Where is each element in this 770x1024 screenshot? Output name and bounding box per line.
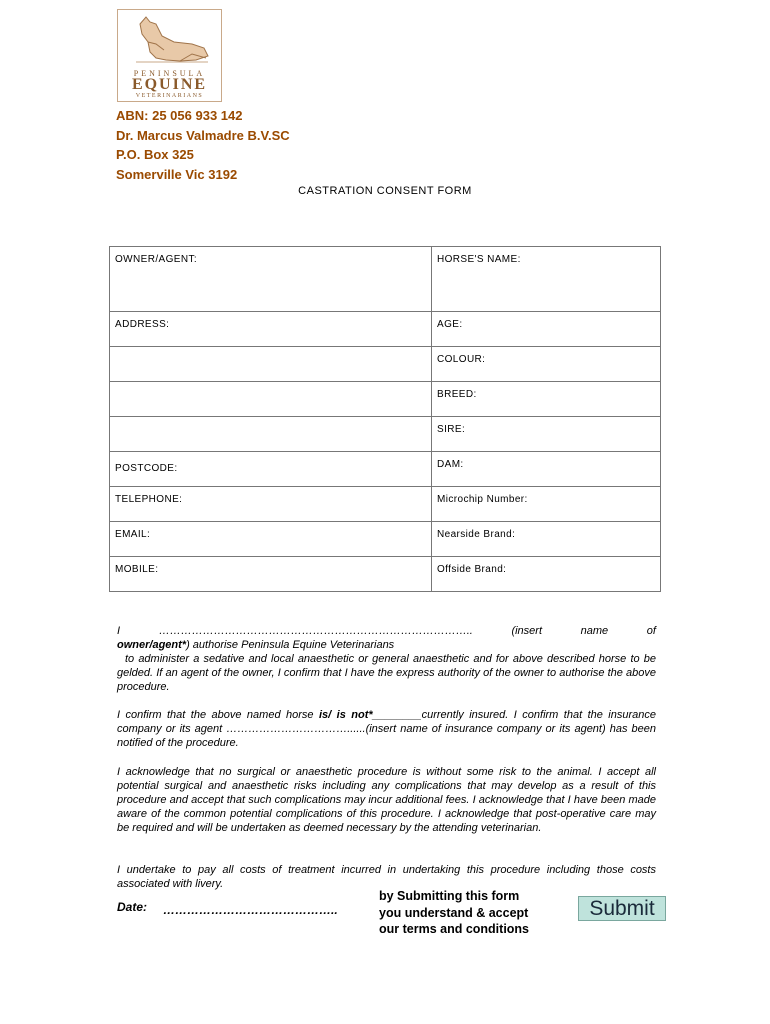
date-field[interactable]: …………………………………….. xyxy=(163,903,338,917)
mobile-field[interactable]: MOBILE: xyxy=(110,557,432,592)
po-box: P.O. Box 325 xyxy=(116,147,194,162)
address-line-3[interactable] xyxy=(110,382,432,417)
dam-field[interactable]: DAM: xyxy=(432,452,661,487)
logo-line-peninsula: PENINSULA xyxy=(133,69,206,78)
age-field[interactable]: AGE: xyxy=(432,312,661,347)
terms-notice: by Submitting this form you understand & accept our terms and conditions xyxy=(379,889,530,936)
address-line-2[interactable] xyxy=(110,347,432,382)
consent-paragraph-2: I confirm that the above named horse is/ is not*________currently insured. I confirm that the insurance company or its agent ……………………………......(insert name of insurance company or its agent) has been notified of the procedure. xyxy=(117,709,656,749)
vet-name: Dr. Marcus Valmadre B.V.SC xyxy=(116,127,290,143)
form-title: CASTRATION CONSENT FORM xyxy=(298,185,472,197)
abn: ABN: 25 056 933 142 xyxy=(116,108,243,123)
offside-brand-field[interactable]: Offside Brand: xyxy=(432,557,661,592)
horse-foal-icon xyxy=(126,14,214,69)
nearside-brand-field[interactable]: Nearside Brand: xyxy=(432,522,661,557)
suburb: Somerville Vic 3192 xyxy=(116,166,238,182)
telephone-field[interactable]: TELEPHONE: xyxy=(110,487,432,522)
consent-paragraph-1: I ………………………………………………………………………….. (insert name of owner/agent*) authorise Peninsula Equine Veterinarians to administer a sedative and local anaesthetic or general anaesthetic and for above described horse to be gelded. If an agent of the owner, I confirm that I have the express authority of the owner to authorise the above procedure. xyxy=(117,625,656,693)
sire-field[interactable]: SIRE: xyxy=(432,417,661,452)
logo-line-veterinarians: VETERINARIANS xyxy=(135,93,204,99)
practice-logo xyxy=(117,9,222,102)
postcode-field[interactable]: POSTCODE: xyxy=(110,452,432,487)
submit-button[interactable]: Submit xyxy=(578,896,666,921)
address-field[interactable]: ADDRESS: xyxy=(110,312,432,347)
date-label: Date: xyxy=(117,900,148,914)
email-field[interactable]: EMAIL: xyxy=(110,522,432,557)
breed-field[interactable]: BREED: xyxy=(432,382,661,417)
practice-details xyxy=(116,106,290,184)
consent-paragraph-4: I undertake to pay all costs of treatment incurred in undertaking this procedure including those costs associated with livery. xyxy=(117,864,656,890)
logo-line-equine: EQUINE xyxy=(131,76,208,93)
colour-field[interactable]: COLOUR: xyxy=(432,347,661,382)
microchip-field[interactable]: Microchip Number: xyxy=(432,487,661,522)
details-table xyxy=(109,246,661,592)
consent-paragraph-3: I acknowledge that no surgical or anaesthetic procedure is without some risk to the animal. I accept all potential surgical and anaesthetic risks including any complications that may develop as a result of this procedure and accept that such complications may incur additional fees. I acknowledge that I have been made aware of the common potential complications of this procedure. I acknowledge that post-operative care may be required and will be undertaken as deemed necessary by the attending veterinarian. xyxy=(117,766,656,834)
owner-field[interactable]: OWNER/AGENT: xyxy=(110,247,432,312)
horse-name-field[interactable]: HORSE'S NAME: xyxy=(432,247,661,312)
address-line-4[interactable] xyxy=(110,417,432,452)
